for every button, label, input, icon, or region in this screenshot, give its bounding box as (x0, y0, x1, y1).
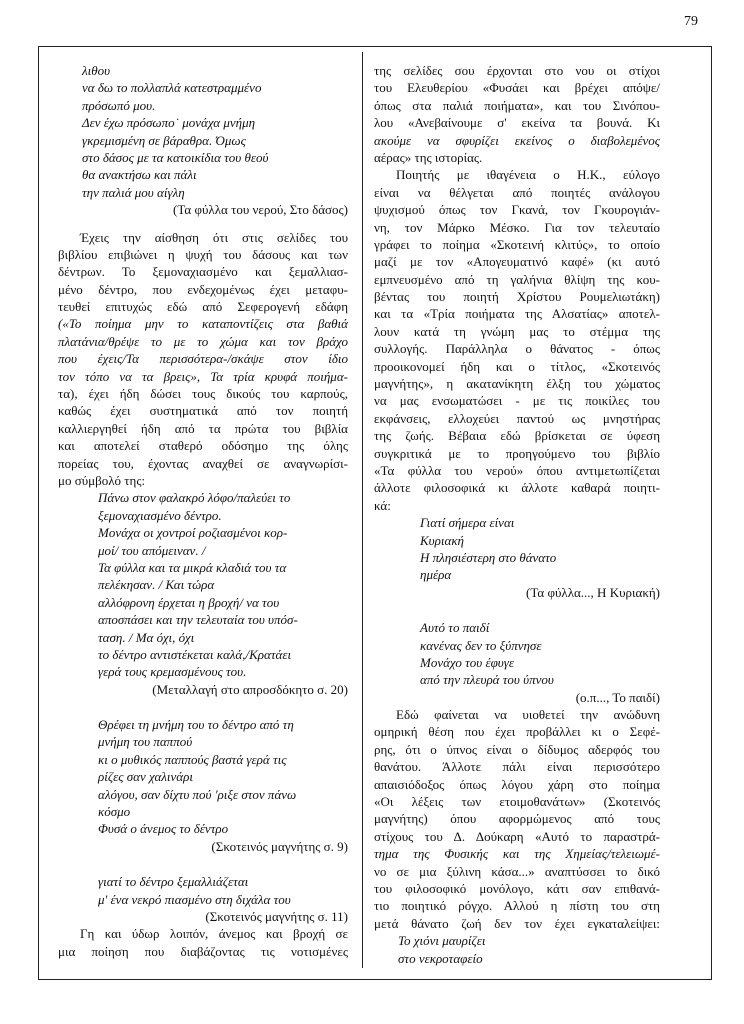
verse-line: την παλιά μου αίγλη (82, 184, 185, 200)
right-column (374, 62, 660, 967)
text-line: αέρας» της ιστορίας. (374, 149, 483, 165)
verse-line: Αυτό το παιδί (420, 620, 490, 636)
text-line: είναι να θέλγεται από ποιητές ανάλογου (374, 184, 660, 200)
verse-line: Μονάχα οι χοντροί ροζιασμένοι κορ- (98, 525, 288, 541)
verse-line: Γιατί σήμερα είναι (420, 515, 515, 531)
verse-line: λιθου (82, 63, 111, 78)
text-line: να μας ενσωματώσει - με τις ποικίλες του (374, 393, 660, 409)
text-line: άλλοτε φιλοσοφικά κι άλλοτε καθαρά ποιητι- (374, 480, 660, 496)
text-line: της ζωής. Βέβαια εδώ βρίσκεται σε ύφεση (374, 428, 660, 444)
text-line: και τα «Τρία ποιήματα της Αλσατίας» αποτελ- (374, 306, 660, 322)
verse-line: ρίζες σαν χαλινάρι (98, 769, 193, 785)
text-line: εκφάνσεις, ελλοχεύει παντού ως μνηστήρας (374, 410, 660, 426)
text-line: προοικονομεί ήδη και ο τίτλος, «Σκοτεινός (374, 358, 660, 374)
text-line: όπως στα παλιά ποιήματα», και του Σινόπου- (374, 97, 660, 113)
verse-line: Φυσά ο άνεμος το δέντρο (98, 821, 229, 837)
verse-line: πλατάνια/θρέψε το με το χώμα και τον βράχο (58, 333, 348, 349)
text-line: μαγνήτης) όπου αφορμώμενος από τους (374, 811, 660, 827)
verse-line: τον τόπο να τα βρεις», Τα τρία κρυφά ποιήμα- (58, 368, 348, 384)
text-line: λουν κατά τη γνώμη μας το στέμμα της (374, 323, 660, 339)
verse-line: που έχεις/Τα περισσότερα-/σκάψε στον ίδιο (58, 351, 348, 367)
verse-line: γερά τους κρεμασμένους του. (98, 664, 247, 680)
verse-line: πελέκησαν. / Και τώρα (98, 577, 215, 593)
text-line: εμπνευσμένο από τη γαλήνια θλίψη της κου- (374, 271, 660, 287)
spacer (58, 855, 348, 873)
verse-line: αλόγου, σαν δίχτυ πού 'ριξε στον πάνω (98, 786, 297, 802)
verse-line: από την πλευρά του ύπνου (420, 672, 554, 688)
left-column (58, 62, 348, 960)
text-line: ψυχισμού όπως τον Γκανά, τον Γκουρογιάν- (374, 202, 660, 218)
text-line: δέντρων. Το ξεμοναχιασμένο και ξεμαλλιασ- (58, 264, 348, 280)
verse-line: Πάνω στον φαλακρό λόφο/παλεύει το (98, 490, 291, 506)
text-line: του φιλοσοφικό μονόλογο, κάτι σαν επιθανά- (374, 880, 660, 896)
spacer (374, 601, 660, 619)
text-line: κά: (374, 497, 391, 513)
verse-line: να δω το πολλαπλά κατεστραμμένο (82, 80, 262, 96)
verse-line: στο δάσος με τα κατοικίδια του θεού (82, 149, 269, 165)
text-line: τιο ποιητικό ρόγχο. Αλλού η πίστη του στη (374, 898, 660, 914)
column-divider (362, 52, 363, 968)
text-line: μαγνήτης», η ακατανίκητη έλξη του χώματος (374, 376, 660, 392)
verse-line: αποσπάσει και την τελευταία του υπόσ- (98, 612, 298, 628)
text-line: «Οι λέξεις των ετοιμοθανάτων» (Σκοτεινός (374, 794, 660, 810)
text-line: καλλιεργηθεί ήδη από τα πρώτα του βιβλία (58, 420, 348, 436)
verse-line: γκρεμισμένη σε βάραθρα. Όμως (82, 132, 246, 148)
verse-line: πρόσωπό μου. (82, 97, 156, 113)
text-line: θανάτου. Άλλοτε πάλι είναι περισσότερο (374, 759, 660, 775)
text-line: μο σύμβολό της: (58, 472, 146, 488)
text-line: «Τα φύλλα του νερού» όπου αντιμετωπίζεται (374, 462, 660, 478)
verse-line: γιατί το δέντρο ξεμαλλιάζεται (98, 874, 249, 890)
text-line: τευθεί επιτυχώς εδώ από Σεφερογενή εδάφη (58, 299, 348, 315)
text-line: βιβλίου επιβιώνει η ψυχή του δάσους και των (58, 246, 348, 262)
citation-line: (Σκοτεινός μαγνήτης σ. 9) (211, 838, 348, 854)
citation-line: (Τα φύλλα..., Η Κυριακή) (526, 584, 660, 600)
verse-line: Θρέφει τη μνήμη του το δέντρο από τη (98, 717, 294, 733)
text-line: στίχους του Δ. Δούκαρη «Αυτό το παραστρά- (374, 828, 660, 844)
text-line: βέντας του ποιητή Χρίστου Ρουμελιωτάκη) (374, 289, 660, 305)
citation-line: (Σκοτεινός μαγνήτης σ. 11) (205, 908, 348, 924)
verse-line: τημα της Φυσικής και της Χημείας/τελειωμέ- (374, 846, 660, 862)
text-line: μια ποίηση που διαβάζοντας τις νοτισμένες (58, 943, 348, 959)
verse-line: το δέντρο αντιστέκεται καλά,/Κρατάει (98, 646, 292, 662)
verse-line: Η πλησιέστερη στο θάνατο (420, 549, 557, 565)
verse-line: Κυριακή (420, 532, 465, 548)
citation-line: (Μεταλλαγή στο απροσδόκητο σ. 20) (152, 681, 348, 697)
text-line: γράφει το ποίημα «Σκοτεινή κλιτύς», το οποίο (374, 236, 660, 252)
verse-line: Δεν έχω πρόσωπο˙ μονάχα μνήμη (82, 115, 256, 131)
page-number: 79 (684, 14, 698, 29)
verse-line: ημέρα (420, 567, 452, 583)
text-line: νο σε μια ξύλινη κάσα...» αναπτύσσει το δικό (374, 863, 660, 879)
spacer (58, 219, 348, 229)
text-line: συλλογής. Παράλληλα ο θάνατος - όπως (374, 341, 660, 357)
verse-line: ταση. / Μα όχι, όχι (98, 629, 195, 645)
text-line: Ποιητής με ιθαγένεια ο Η.Κ., εύλογο (396, 167, 660, 183)
text-line: ομηρική θέση που έχει προβάλλει κι ο Σεφέ- (374, 724, 660, 740)
verse-line: μ' ένα νεκρό πιασμένο στη διχάλα του (98, 891, 291, 907)
text-line: και αποτελεί σταθερό οδόσημο της όλης (58, 438, 348, 454)
text-line: Γη και ύδωρ λοιπόν, άνεμος και βροχή σε (80, 926, 348, 942)
verse-line: ακούμε να σφυρίζει εκείνος ο διαβολεμένος (374, 132, 660, 148)
text-line: τα), έχει ήδη δώσει τους δικούς του καρπούς, (58, 386, 348, 402)
verse-line: αλλόφρονη έρχεται η βροχή/ να του (98, 594, 280, 610)
text-line: μαζί με τον «Απογευματινό καφέ» (κι αυτό (374, 254, 660, 270)
citation-line: (ο.π..., Το παιδί) (575, 689, 660, 705)
text-line: της σελίδες σου έρχονται στο νου οι στίχοι (374, 63, 660, 78)
verse-line: θα ανακτήσω και πάλι (82, 167, 197, 183)
text-line: Έχεις την αίσθηση ότι στις σελίδες του (80, 229, 348, 245)
text-line: του Ελευθερίου «Φυσάει και βρέχει απόψε/ (374, 80, 660, 96)
verse-line: ξεμοναχιασμένο δέντρο. (98, 507, 222, 523)
verse-line: κόσμο (98, 804, 131, 820)
verse-line: κανένας δεν το ξύπνησε (420, 637, 542, 653)
text-line: μένο δέντρο, που ενδεχομένως έχει μεταφυ- (58, 281, 348, 297)
text-line: νη, τον Μάρκο Μέσκο. Για τον τελευταίο (374, 219, 660, 235)
verse-line: Το χιόνι μαυρίζει (398, 933, 486, 949)
text-line: απαισιόδοξος όπως λόγου χάρη στο ποίημα (374, 776, 660, 792)
verse-line: μοί/ του απόμειναν. / (98, 542, 206, 558)
text-line: πορείας του, έχοντας αναχθεί σε αναγνωρίσι- (58, 455, 348, 471)
verse-line: Μονάχο του έφυγε (420, 654, 515, 670)
spacer (58, 698, 348, 716)
verse-line: Τα φύλλα και τα μικρά κλαδιά του τα (98, 559, 287, 575)
verse-line: μνήμη του παππού (98, 734, 193, 750)
text-line: Εδώ φαίνεται να υιοθετεί την ανώδυνη (396, 707, 660, 723)
text-line: λου «Ανεβαίνουμε σ' εκείνα τα βουνά. Κι (374, 115, 660, 131)
verse-line: στο νεκροταφείο (398, 950, 483, 966)
text-line: συγκριτικά με το προηγούμενο του βιβλίο (374, 445, 660, 461)
text-line: ρης, ότι ο ύπνος είναι ο δίδυμος αδερφός του (374, 741, 660, 757)
text-line: καθώς έχει συστηματικά από τον ποιητή (58, 403, 348, 419)
citation-line: (Τα φύλλα του νερού, Στο δάσος) (173, 202, 348, 218)
text-line: μετά θάνατο ζωή δεν τον έχει εγκαταλείψει: (374, 915, 660, 931)
verse-line: κι ο μυθικός παππούς βαστά γερά τις (98, 751, 287, 767)
verse-line: («Το ποίημα μην το καταποντίζεις στα βαθιά (58, 316, 348, 332)
